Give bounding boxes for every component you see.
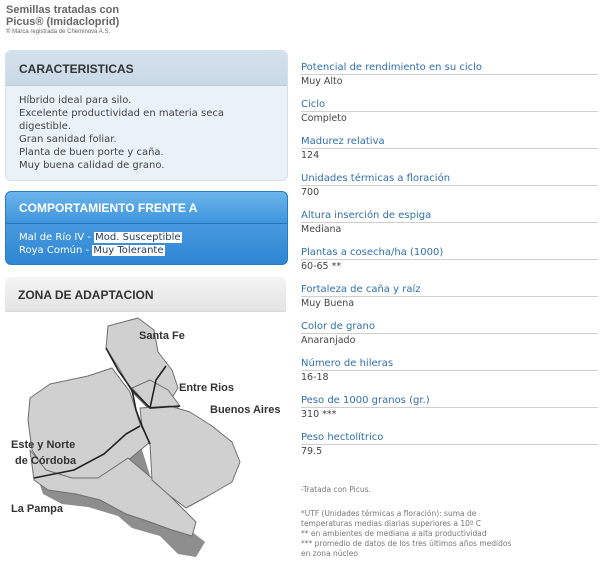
region-buenos-aires: Buenos Aires [210, 404, 281, 416]
property-row [301, 172, 598, 209]
property-row [301, 98, 598, 135]
disease-rating: Muy Tolerante [93, 245, 164, 256]
footnote-weight-line-2: en zona núcleo [301, 549, 358, 558]
property-row [301, 135, 598, 172]
footnotes [301, 485, 596, 559]
caracteristica-line: Excelente productividad en materia seca [19, 108, 224, 119]
zona-title: ZONA DE ADAPTACION [18, 288, 154, 302]
property-label: Unidades térmicas a floración [301, 172, 598, 186]
disease-rating: Mod. Susceptible [95, 232, 181, 243]
properties-table [301, 61, 598, 468]
caracteristicas-panel [5, 50, 288, 181]
property-value: 310 *** [301, 409, 337, 420]
brand-trademark-note: ® Marca registrada de Cheminova A.S. [6, 29, 111, 35]
caracteristica-line: Gran sanidad foliar. [19, 134, 117, 145]
map-graphic [0, 310, 290, 562]
disease-name: Mal de Río IV - [19, 232, 95, 243]
comportamiento-list [19, 231, 182, 257]
property-label: Potencial de rendimiento en su ciclo [301, 61, 598, 75]
footnote-utf-line-2: temperaturas medias diarias superiores a 10º C [301, 519, 482, 528]
comportamiento-panel [5, 191, 288, 265]
brand-line-1: Semillas tratadas con [6, 4, 120, 16]
region-cordoba-line-2: de Córdoba [15, 455, 77, 467]
disease-row [19, 231, 182, 244]
property-value: Muy Alto [301, 76, 343, 87]
disease-row [19, 244, 182, 257]
property-value: Muy Buena [301, 298, 355, 309]
property-label: Fortaleza de caña y raíz [301, 283, 598, 297]
property-label: Madurez relativa [301, 135, 598, 149]
caracteristica-line: Planta de buen porte y caña. [19, 147, 164, 158]
disease-name: Roya Común - [19, 245, 93, 256]
region-cordoba-line-1: Este y Norte [11, 439, 76, 451]
property-value: Completo [301, 113, 347, 124]
property-row [301, 246, 598, 283]
property-label: Peso de 1000 granos (gr.) [301, 394, 598, 408]
property-label: Ciclo [301, 98, 598, 112]
property-value: Anaranjado [301, 335, 356, 346]
comportamiento-title: COMPORTAMIENTO FRENTE A [19, 201, 198, 215]
property-value: 60-65 ** [301, 261, 342, 272]
region-la-pampa: La Pampa [11, 503, 63, 515]
property-row [301, 320, 598, 357]
region-entre-rios: Entre Rios [179, 382, 235, 394]
property-label: Número de hileras [301, 357, 598, 371]
property-row [301, 209, 598, 246]
property-value: 124 [301, 150, 320, 161]
property-label: Plantas a cosecha/ha (1000) [301, 246, 598, 260]
property-value: 16-18 [301, 372, 329, 383]
property-row [301, 283, 598, 320]
footnote-plants: ** en ambientes de mediana a alta productividad [301, 529, 487, 538]
property-label: Peso hectolítrico [301, 431, 598, 445]
footnote-picus: -Tratada con Picus. [301, 485, 371, 494]
caracteristica-line: Muy buena calidad de grano. [19, 160, 165, 171]
caracteristicas-title: CARACTERISTICAS [19, 62, 134, 76]
brand-block [6, 4, 119, 37]
property-label: Altura inserción de espiga [301, 209, 598, 223]
property-row [301, 431, 598, 468]
property-row [301, 394, 598, 431]
property-row [301, 357, 598, 394]
caracteristica-line: digestible. [19, 121, 71, 132]
brand-line-2: Picus® (Imidacloprid) [6, 16, 120, 28]
property-value: Mediana [301, 224, 342, 235]
zona-header [5, 277, 286, 312]
property-value: 700 [301, 187, 320, 198]
property-row [301, 61, 598, 98]
caracteristica-line: Híbrido ideal para silo. [19, 95, 132, 106]
property-value: 79.5 [301, 446, 323, 457]
property-label: Color de grano [301, 320, 598, 334]
region-santa-fe: Santa Fe [139, 330, 185, 342]
footnote-utf-line-1: *UTF (Unidades térmicas a floración): suma de [301, 509, 477, 518]
footnote-weight-line-1: *** promedio de datos de los tres últimos años medidos [301, 539, 512, 548]
adaptation-map [0, 310, 290, 562]
caracteristicas-list [19, 94, 224, 172]
